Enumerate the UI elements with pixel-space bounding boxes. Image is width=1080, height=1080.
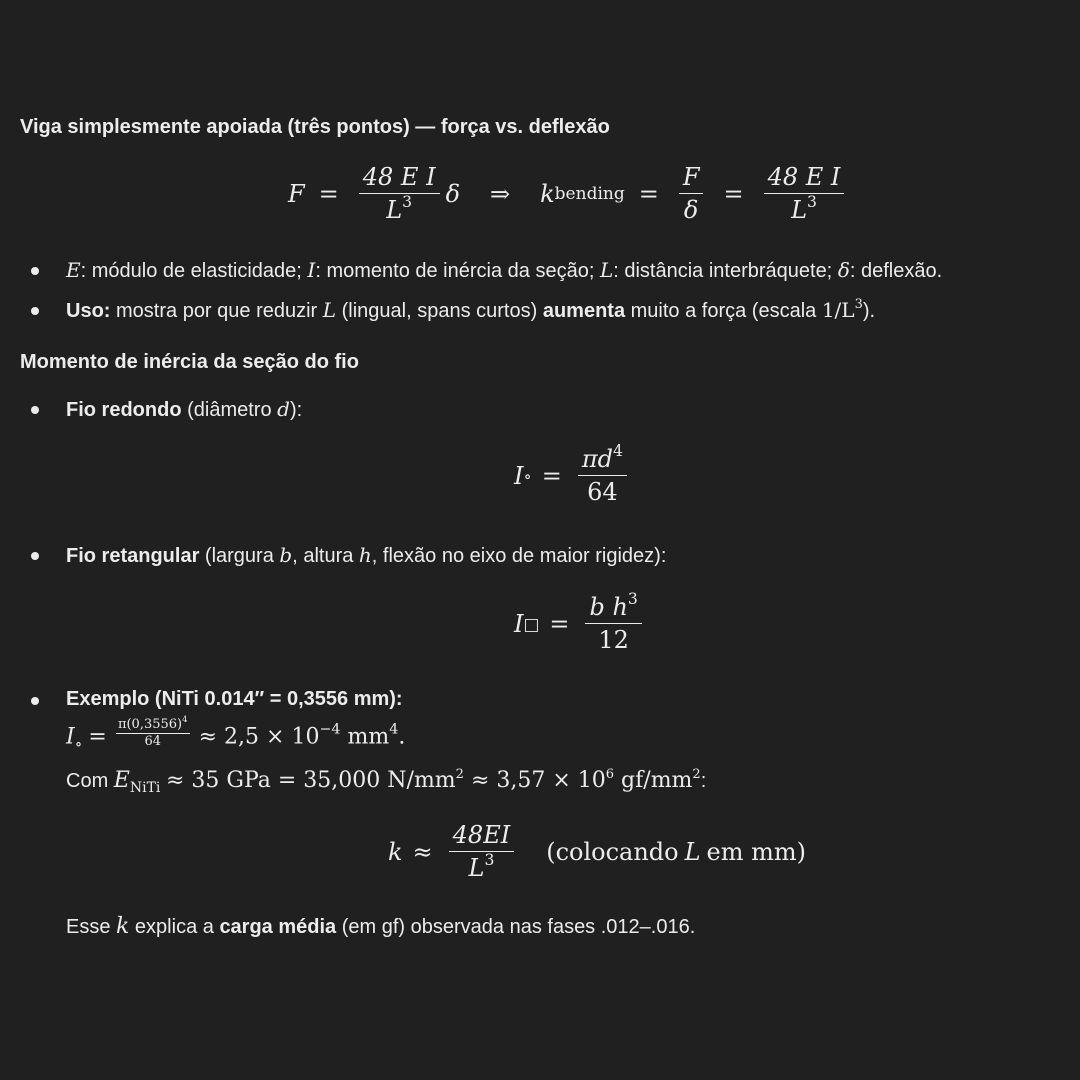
list-item-round-wire: Fio redondo (diâmetro d): [66,397,303,421]
bullet-dot [31,697,39,705]
bullet-dot [31,267,39,275]
list-item-variables: E: módulo de elasticidade; I: momento de inércia da seção; L: distância interbráquete; δ: deflexão. [66,258,943,282]
fraction-pi-d4-over-64: $\frac{\pi d^4}{64}$ [578,446,627,506]
round-wire-inertia-formula: I ∘ = $\frac{\pi d^4}{64}$ [514,446,633,506]
rect-wire-inertia-formula: I □ = $\frac{b h^3}{12}$ [514,594,648,654]
list-item-rect-wire: Fio retangular (largura b, altura h, flexão no eixo de maior rigidez): [66,543,667,567]
equals-sign: = [318,179,339,208]
fraction-b-h3-over-12: $\frac{b h^3}{12}$ [585,594,641,654]
bullet-dot [31,307,39,315]
section-heading-beam: Viga simplesmente apoiada (três pontos) — força vs. deflexão [20,116,610,138]
example-modulus-line: Com $E_{NiTi} \approx 35$ GPa = 35,000 $N/mm^2 \approx 3,57 \times 10^6$ $gf/mm^2$: [66,766,707,796]
fraction-F-over-delta: $\frac{F}{\delta}$ [679,164,704,224]
example-inertia-calculation: $I_\circ$ = $\frac{\pi(0,3556)^4}{64}$ ≈ $2,5 \times 10^{-4}$ $mm^4$. [66,714,406,753]
fraction-48EI-over-L3-example: $\frac{48EI}{L^3}$ [449,822,515,882]
list-item-example: Exemplo (NiTi 0.014″ = 0,3556 mm): [66,688,403,710]
bullet-dot [31,552,39,560]
list-item-usage: Uso: mostra por que reduzir L (lingual, spans curtos) aumenta muito a força (escala $1/L^3$). [66,296,876,322]
symbol-k: k [540,179,555,208]
beam-force-formula: F = $\frac{\text{48 E I}}{L^3}$ δ ⇒ k bending = $\frac{F}{\delta}$ = $\frac{\text{48 E I}}{L^3}$ [288,164,850,224]
symbol-F: F [288,179,305,208]
fraction-48EI-over-L3: $\frac{\text{48 E I}}{L^3}$ [359,164,440,224]
section-heading-inertia: Momento de inércia da seção do fio [20,351,359,373]
fraction-pi-0-3556-4-over-64: $\frac{\pi(0,3556)^4}{64}$ [117,714,188,750]
stiffness-approx-formula: k ≈ $\frac{48EI}{L^3}$ (colocando L em mm) [388,821,807,883]
bullet-dot [31,406,39,414]
fraction-48EI-over-L3-k: $\frac{\text{48 E I}}{L^3}$ [764,164,845,224]
implies-arrow: ⇒ [490,179,511,208]
example-closing-text: Esse k explica a carga média (em gf) observada nas fases .012–.016. [66,914,696,939]
symbol-delta: δ [445,179,461,208]
